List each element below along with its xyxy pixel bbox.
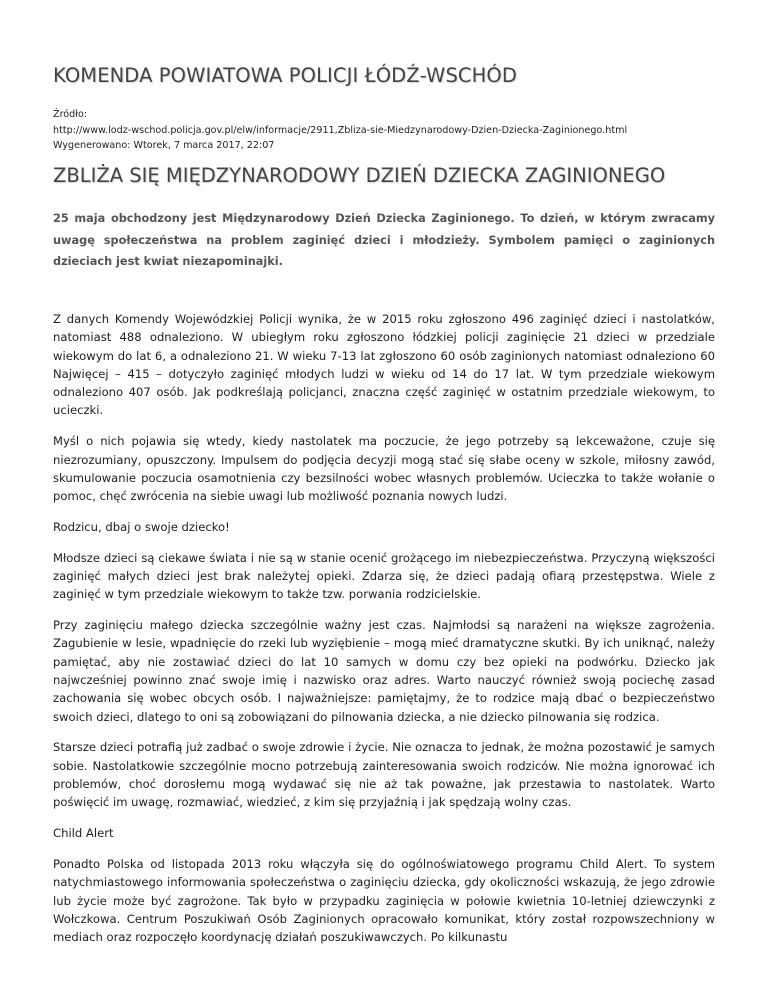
paragraph-child-alert: Ponadto Polska od listopada 2013 roku włączyła się do ogólnoświatowego programu Child Alert. To system natychmiastowego informowania społeczeństwa o zaginięciu dziecka, gdy okoliczności wskazują, że jego zdrowie lub życie może być zagrożone. Tak było w przypadku zaginięcia w połowie kwietnia 10-letniej dziewczynki z Wołczkowa. Centrum Poszukiwań Osób Zaginionych opracowało komunikat, który został rozpowszechniony w mediach oraz rozpoczęło koordynację działań poszukiwawczych. Po kilkunastu bbox=[53, 856, 715, 945]
source-url: http://www.lodz-wschod.policja.gov.pl/elw/informacje/2911,Zbliza-sie-Miedzynarodowy-Dzien-Dziecka-Zaginionego.html bbox=[53, 124, 628, 136]
site-title: KOMENDA POWIATOWA POLICJI ŁÓDŹ-WSCHÓD bbox=[53, 64, 517, 87]
source-meta bbox=[53, 107, 715, 154]
article-body bbox=[53, 310, 715, 959]
paragraph-heading-child-alert: Child Alert bbox=[53, 826, 114, 841]
paragraph-small-child-safety: Przy zaginięciu małego dziecka szczególnie ważny jest czas. Najmłodsi są narażeni na większe zagrożenia. Zagubienie w lesie, wpadnięcie do rzeki lub wyziębienie – mogą mieć dramatyczne skutki. By ich uniknąć, należy pamiętać, aby nie zostawiać dzieci do lat 10 samych w domu czy bez opieki na podwórku. Dziecko jak najwcześniej powinno znać swoje imię i nazwisko oraz adres. Warto nauczyć również swoją pociechę zasad zachowania się wobec obcych osób. I najważniejsze: pamiętajmy, że to rodzice mają dbać o bezpieczeństwo swoich dzieci, dlatego to oni są zobowiązani do pilnowania dziecka, a nie dziecko pilnowania się rodzica. bbox=[53, 618, 715, 724]
source-label: Źródło: bbox=[53, 109, 88, 120]
paragraph-older-children: Starsze dzieci potrafią już zadbać o swoje zdrowie i życie. Nie oznacza to jednak, że można pozostawić je samych sobie. Nastolatkowie szczególnie mocno potrzebują zainteresowania swoich rodziców. Nie można ignorować ich problemów, choć dorosłemu mogą wydawać się nie aż tak poważne, jak przestawia to nastolatek. Warto poświęcić im uwagę, rozmawiać, wiedzieć, z kim się przyjaźnią i jak spędzają wolny czas. bbox=[53, 740, 715, 810]
paragraph-young-children: Młodsze dzieci są ciekawe świata i nie są w stanie ocenić grożącego im niebezpieczeństwa. Przyczyną większości zaginięć małych dzieci jest brak należytej opieki. Zdarza się, że dzieci padają ofiarą przestępstwa. Wiele z zaginięć w tym przedziale wiekowym to także tzw. porwania rodzicielskie. bbox=[53, 550, 715, 602]
paragraph-statistics: Z danych Komendy Wojewódzkiej Policji wynika, że w 2015 roku zgłoszono 496 zaginięć dzieci i nastolatków, natomiast 488 odnaleziono. W ubiegłym roku zgłoszono łódzkiej policji zaginięcie 21 dzieci w przedziale wiekowym do lat 6, a odnaleziono 21. W wieku 7-13 lat zgłoszono 60 osób zaginionych natomiast odnaleziono 60 Najwięcej – 415 – dotyczyło zaginięć młodych ludzi w wieku od 14 do 17 lat. W tym przedziale wiekowym odnaleziono 407 osób. Jak podkreślają policjanci, znaczna część zaginięć w ostatnim przedziale wiekowym, to ucieczki. bbox=[53, 312, 715, 418]
generated-date: Wygenerowano: Wtorek, 7 marca 2017, 22:07 bbox=[53, 140, 275, 152]
paragraph-runaways: Myśl o nich pojawia się wtedy, kiedy nastolatek ma poczucie, że jego potrzeby są lekceważone, czuje się niezrozumiany, opuszczony. Impulsem do podjęcia decyzji mogą stać się słabe oceny w szkole, miłosny zawód, skumulowanie poczucia osamotnienia czy bezsilności wobec własnych problemów. Ucieczka to także wołanie o pomoc, chęć zwrócenia na siebie uwagi lub możliwość poznania nowych ludzi. bbox=[53, 434, 715, 504]
article-title: ZBLIŻA SIĘ MIĘDZYNARODOWY DZIEŃ DZIECKA ZAGINIONEGO bbox=[53, 164, 666, 187]
article-lead: 25 maja obchodzony jest Międzynarodowy Dzień Dziecka Zaginionego. To dzień, w którym zwracamy uwagę społeczeństwa na problem zaginięć dzieci i młodzieży. Symbolem pamięci o zaginionych dzieciach jest kwiat niezapominajki. bbox=[53, 212, 715, 268]
paragraph-heading-parents: Rodzicu, dbaj o swoje dziecko! bbox=[53, 519, 230, 534]
